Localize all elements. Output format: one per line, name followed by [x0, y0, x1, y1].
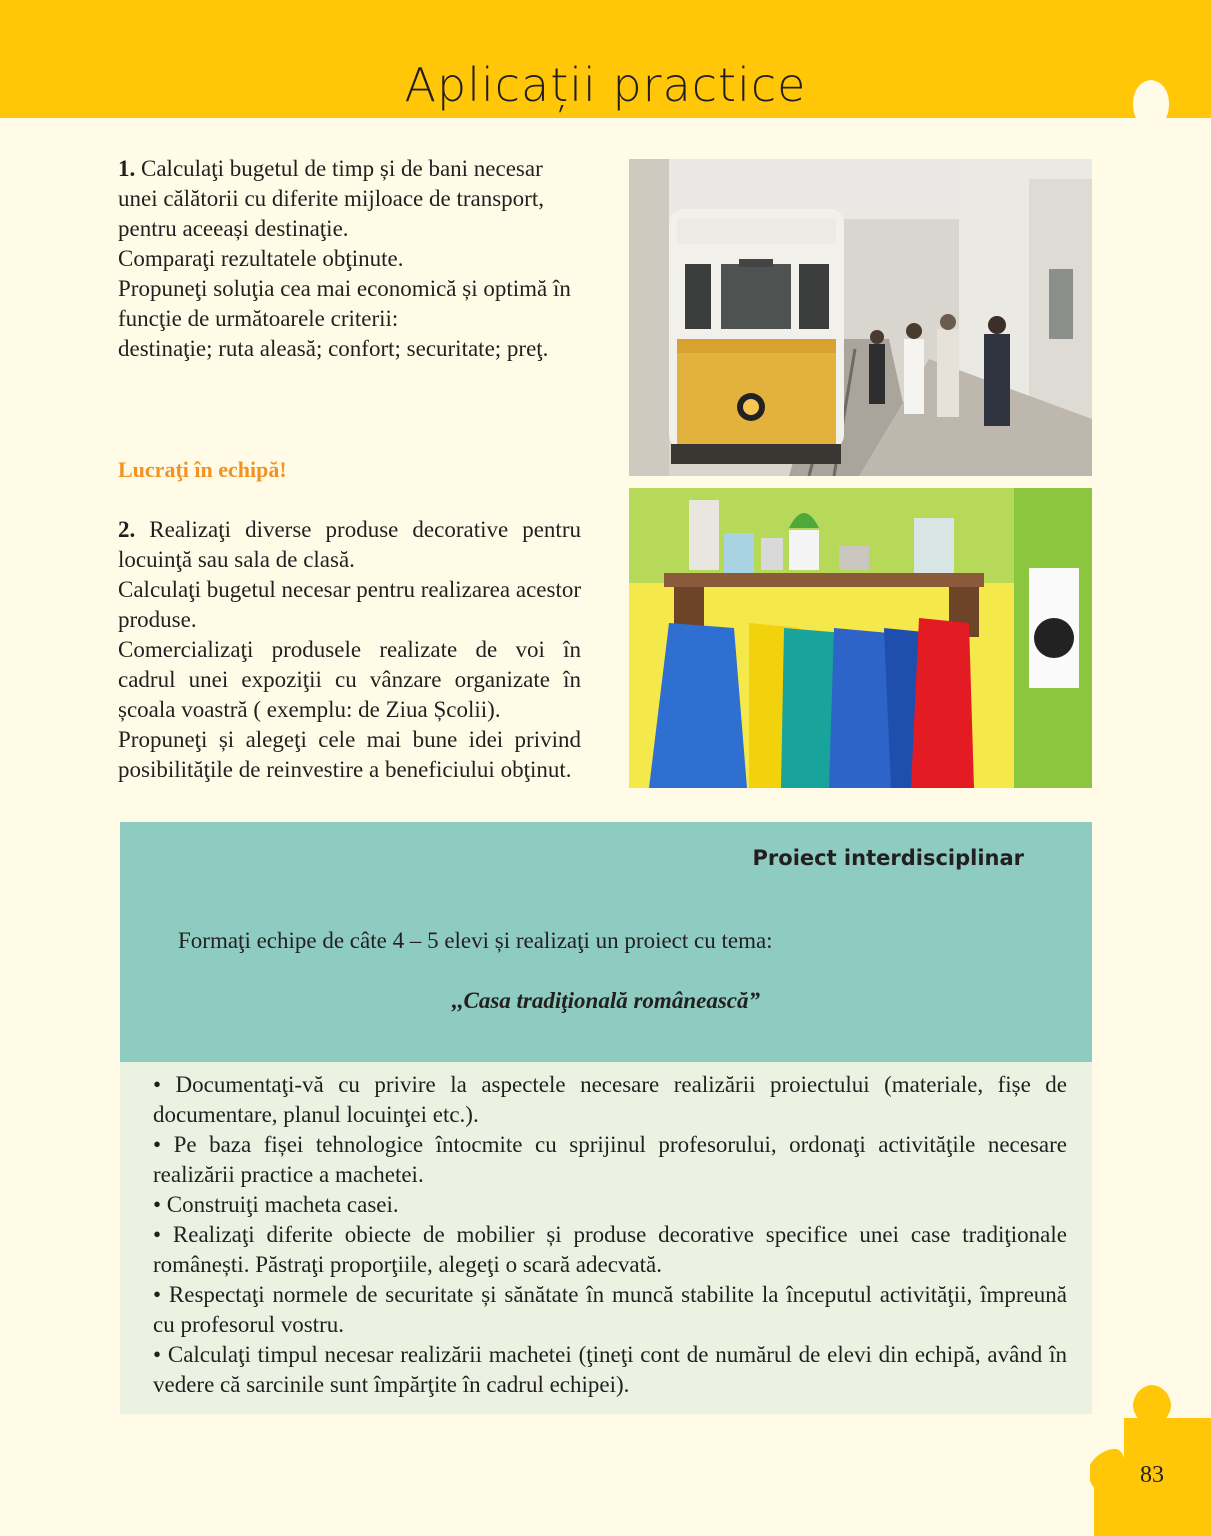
exercise-2-number: 2. — [118, 517, 136, 542]
puzzle-corner-icon — [1090, 1378, 1211, 1536]
tram-street-photo — [629, 159, 1092, 476]
page-title: Aplicații practice — [404, 58, 807, 112]
exercise-2-line: Calculaţi bugetul necesar pentru realizarea acestor produse. — [118, 577, 581, 632]
exercise-1-number: 1. — [118, 156, 136, 181]
exercise-1-line: Calculaţi bugetul de timp și de bani necesar unei călătorii cu diferite mijloace de transport, pentru aceeași destinaţie. — [118, 156, 544, 241]
exercise-2-line: Comercializaţi produsele realizate de voi în cadrul unei expoziţii cu vânzare organizate în școala voastră ( exemplu: de Ziua Școlii). — [118, 637, 581, 722]
project-label: Proiect interdisciplinar — [752, 846, 1024, 870]
project-header-box — [120, 822, 1092, 1062]
exercise-2-line: Propuneţi și alegeţi cele mai bune idei privind posibilităţile de reinvestire a beneficiului obţinut. — [118, 727, 581, 782]
page-header — [0, 0, 1211, 118]
project-intro: Formaţi echipe de câte 4 – 5 elevi și realizaţi un proiect cu tema: — [178, 928, 773, 953]
page-number: 83 — [1140, 1462, 1164, 1488]
list-item: • Documentaţi-vă cu privire la aspectele necesare realizării proiectului (materiale, fișe de documentare, planul locuinţei etc.). — [153, 1072, 1067, 1127]
shelf-with-bags-photo — [629, 488, 1092, 788]
project-theme: ,,Casa tradiţională românească” — [452, 988, 760, 1013]
exercise-2 — [118, 515, 581, 785]
list-item: • Realizaţi diferite obiecte de mobilier și produse decorative specifice unei case tradiţionale românești. Păstraţi proporţiile, alegeţi o scară adecvată. — [153, 1222, 1067, 1277]
project-task-list — [120, 1062, 1092, 1414]
list-item: • Respectaţi normele de securitate și sănătate în muncă stabilite la începutul activităţii, împreună cu profesorul vostru. — [153, 1282, 1067, 1337]
teamwork-heading: Lucraţi în echipă! — [118, 457, 287, 482]
exercise-1-line: Propuneţi soluţia cea mai economică și optimă în funcţie de următoarele criterii: — [118, 276, 571, 331]
list-item: • Construiţi macheta casei. — [153, 1192, 399, 1217]
exercise-1 — [118, 154, 581, 364]
list-item: • Pe baza fișei tehnologice întocmite cu sprijinul profesorului, ordonaţi activităţile necesare realizării practice a machetei. — [153, 1132, 1067, 1187]
exercise-2-line: Realizaţi diverse produse decorative pentru locuinţă sau sala de clasă. — [118, 517, 581, 572]
exercise-1-line: Comparaţi rezultatele obţinute. — [118, 246, 404, 271]
list-item: • Calculaţi timpul necesar realizării machetei (ţineţi cont de numărul de elevi din echipă, având în vedere că sarcinile sunt împărţite în cadrul echipei). — [153, 1342, 1067, 1397]
exercise-1-line: destinaţie; ruta aleasă; confort; securitate; preţ. — [118, 336, 549, 361]
puzzle-piece-icon — [1128, 76, 1174, 124]
